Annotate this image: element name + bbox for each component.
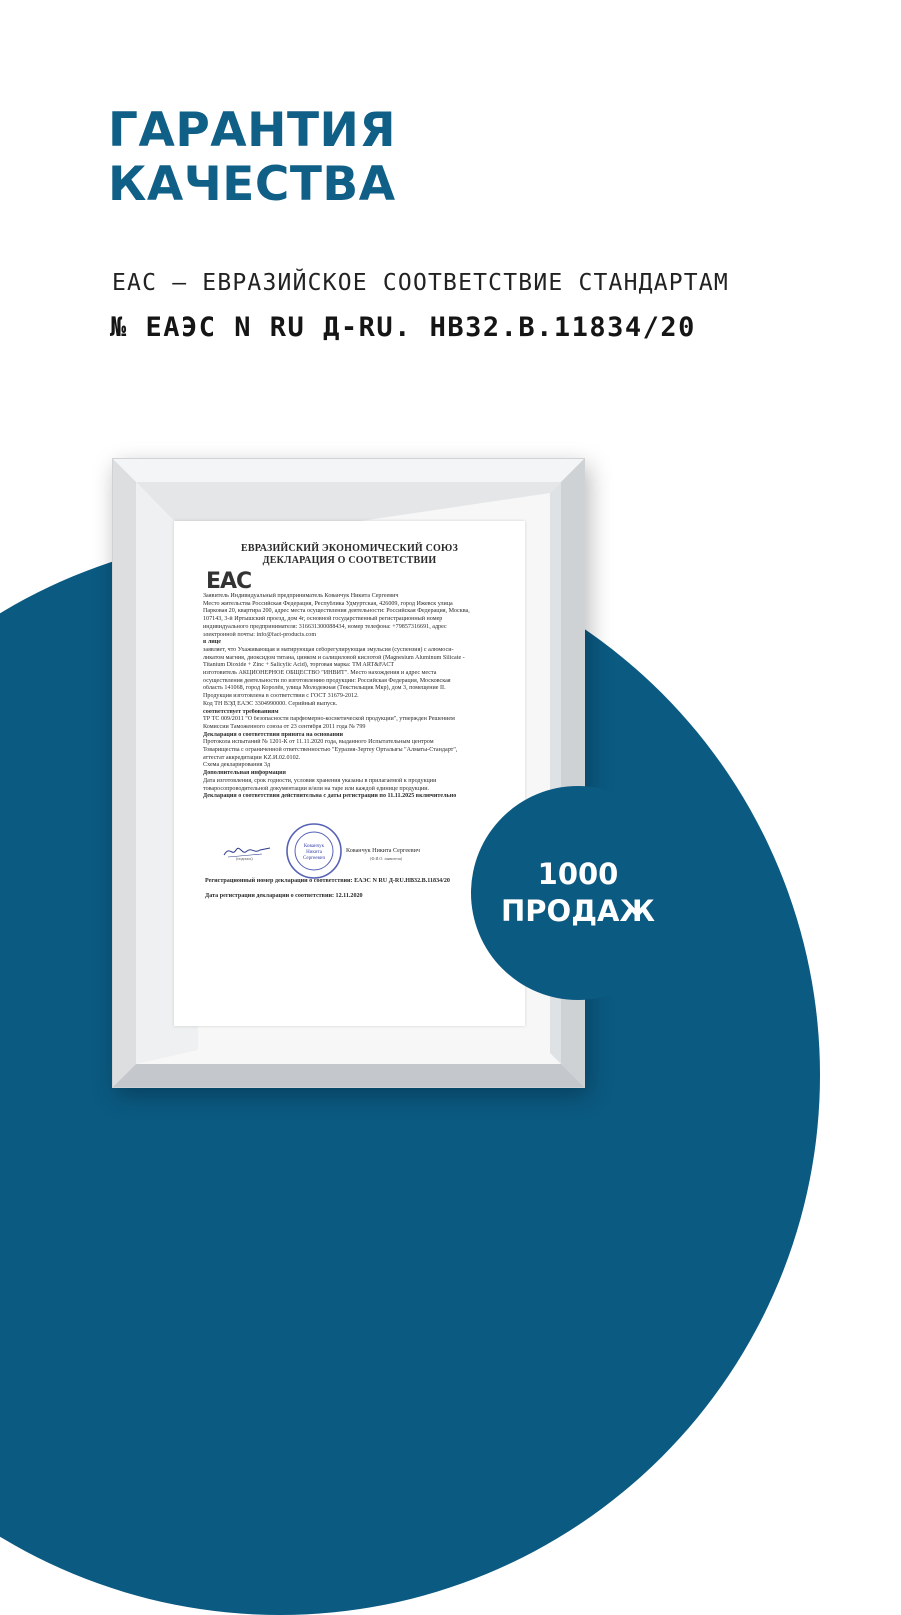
document-line: Декларация о соответствии принята на основании: [203, 731, 344, 738]
document-line: Товарищества с ограниченной ответственностью "Еуразия-Зертеу Орталығы "Алматы-Стандарт",: [203, 747, 458, 754]
eac-logo: EAC: [206, 569, 252, 594]
document-line: Комиссии Таможенного союза от 23 сентября 2011 года № 799: [203, 723, 366, 730]
eac-standard-caption: EAC – ЕВРАЗИЙСКОЕ СООТВЕТСТВИЕ СТАНДАРТАМ: [112, 270, 729, 296]
svg-text:Кованчук: Кованчук: [303, 844, 325, 849]
signer-name-caption: (Ф.И.О. заявителя): [370, 856, 403, 861]
document-line: осуществления деятельности по изготовлению продукции: Российская Федерация, Московская: [203, 677, 451, 684]
document-line: заявляет, что Ухаживающая и матирующая себорегулирующая эмульсия (суспензия) с алюмоси-: [203, 646, 454, 653]
document-body: [203, 593, 511, 801]
sales-count: 1000: [537, 857, 619, 891]
document-title-declaration: ДЕКЛАРАЦИЯ О СООТВЕТСТВИИ: [262, 555, 437, 566]
document-line: Схема декларирования 3д: [203, 762, 271, 769]
document-line: Дополнительная информация: [203, 770, 286, 777]
document-line: Дата изготовления, срок годности, условия хранения указаны в прилагаемой к продукции: [203, 777, 437, 784]
document-line: электронной почты: info@fact-products.com: [203, 631, 317, 638]
document-line: Декларация о соответствии действительна с даты регистрации по 11.11.2025 включительно: [203, 793, 457, 800]
heading-line-2: КАЧЕСТВА: [108, 157, 396, 212]
document-line: соответствует требованиям: [203, 708, 279, 715]
document-line: Продукция изготовлена в соответствии с ГОСТ 31679-2012.: [203, 693, 359, 700]
sales-badge: [471, 786, 685, 1000]
signer-name: Кованчук Никита Сергеевич: [346, 848, 420, 854]
registration-date: Дата регистрации декларации о соответствии: 12.11.2020: [205, 893, 363, 899]
svg-text:Сергеевич: Сергеевич: [302, 856, 326, 861]
document-line: область 141068, город Королёв, улица Молодежная (Текстильщик Мкр), дом 3, помещение II.: [203, 685, 446, 692]
document-line: Парковая 20, квартира 200, адрес места осуществления деятельности: Российская Федерация, Москва,: [203, 608, 470, 615]
document-title-union: ЕВРАЗИЙСКИЙ ЭКОНОМИЧЕСКИЙ СОЮЗ: [241, 543, 458, 554]
document-line: Код ТН ВЭД ЕАЭС 3304990000. Серийный выпуск.: [203, 700, 338, 707]
sales-label: ПРОДАЖ: [501, 894, 655, 928]
document-line: Заявитель Индивидуальный предприниматель Кованчук Никита Сергеевич: [203, 593, 399, 599]
stamp-seal: [284, 821, 344, 881]
document-line: Titanium Dioxide + Zinc + Salicylic Acid), торговая марка: TM ART&FACT: [203, 662, 395, 669]
document-line: индивидуального предпринимателя: 316631300088434, номер телефона: +79857316691, адрес: [203, 623, 447, 630]
document-line: изготовитель АКЦИОНЕРНОЕ ОБЩЕСТВО "ИНВИТ". Место нахождения и адрес места: [203, 670, 437, 677]
declaration-document: [174, 521, 525, 1026]
document-line: ТР ТС 009/2011 "О безопасности парфюмерно-косметической продукции", утвержден Решением: [203, 716, 455, 723]
document-line: Место жительства Российская Федерация, Республика Удмуртская, 426009, город Ижевск улица: [203, 600, 453, 607]
document-line: Протокола испытаний № 1201-К от 11.11.2020 года, выданного Испытательным центром: [203, 739, 434, 746]
registration-number: Регистрационный номер декларации о соответствии: ЕАЭС N RU Д-RU.НВ32.В.11834/20: [205, 878, 450, 884]
document-line: аттестат аккредитации KZ.И.02.0102.: [203, 754, 301, 761]
document-line: 107143, 3-й Иртышский проезд, дом 4г, основной государственный регистрационный номер: [203, 616, 443, 623]
signature-caption: (подпись): [236, 856, 253, 861]
page-heading: [108, 104, 396, 212]
certificate-number: № ЕАЭС N RU Д-RU. НВ32.В.11834/20: [110, 312, 696, 343]
document-line: товаросопроводительной документации и/или на таре или каждой единице продукции.: [203, 785, 430, 792]
document-line: ликатом магния, диоксидом титана, цинком и салициловой кислотой (Magnesium Aluminum Silicate -: [203, 654, 465, 661]
svg-text:Никита: Никита: [306, 850, 322, 855]
document-line: в лице: [203, 639, 221, 646]
heading-line-1: ГАРАНТИЯ: [108, 103, 397, 158]
